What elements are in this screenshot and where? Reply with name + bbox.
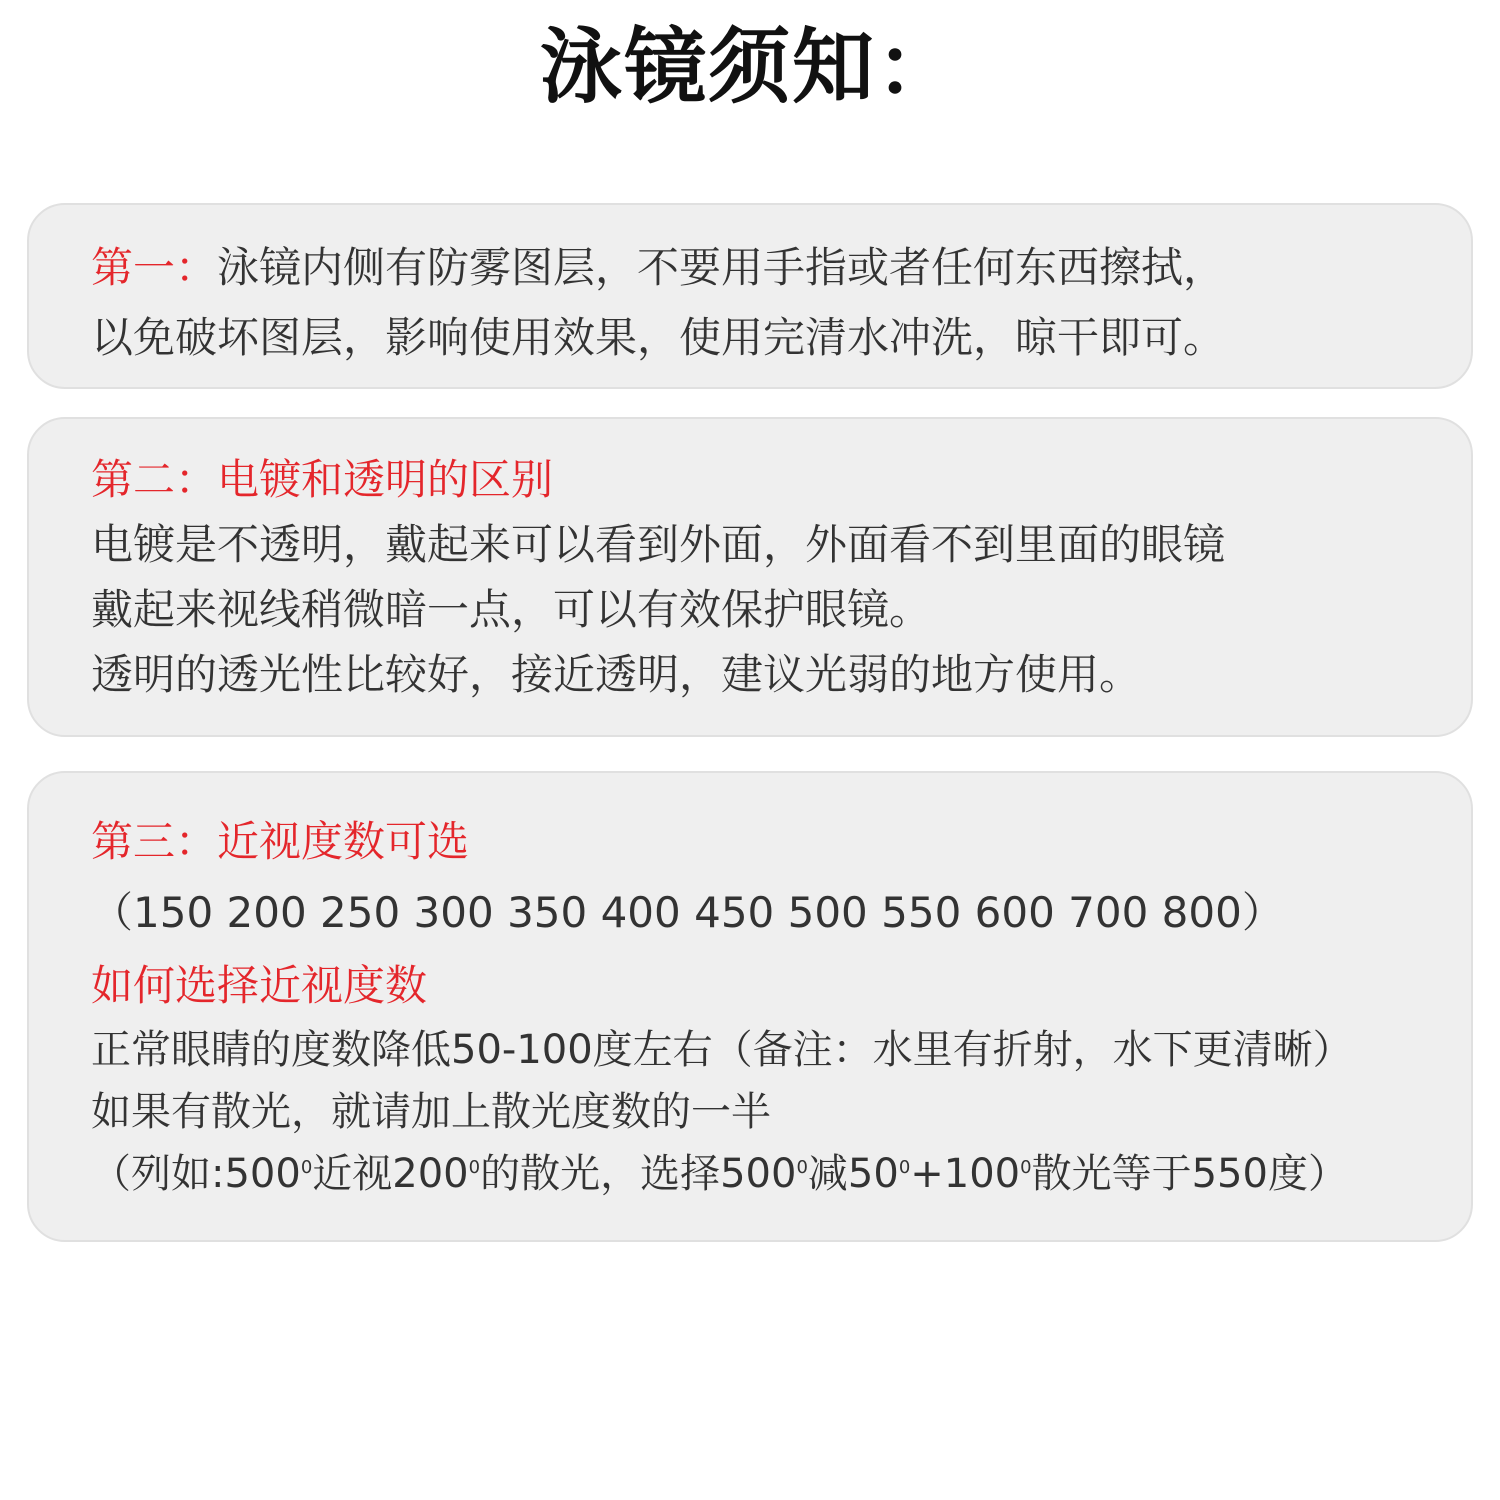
section2-line2: 戴起来视线稍微暗一点，可以有效保护眼镜。 [91,585,932,634]
example-part4: 减50 [807,1151,899,1197]
section2-line3: 透明的透光性比较好，接近透明，建议光弱的地方使用。 [91,650,1142,699]
section1-line2: 以免破坏图层，影响使用效果，使用完清水冲洗，晾干即可。 [91,313,1226,362]
example-part2: 近视200 [312,1151,469,1197]
degree-mark: 0 [468,1157,481,1178]
section3-example [91,1143,1451,1205]
page-title: 泳镜须知： [539,20,960,115]
notice-card-lens-types [27,417,1473,737]
example-part3: 的散光，选择500 [480,1151,797,1197]
degree-mark: 0 [796,1157,808,1178]
example-part5: +100 [910,1151,1021,1197]
section1-label: 第一： [91,243,218,292]
section2-line1: 电镀是不透明，戴起来可以看到外面，外面看不到里面的眼镜 [91,520,1226,569]
notice-card-antifog [27,203,1473,389]
section1-text1: 泳镜内侧有防雾图层，不要用手指或者任何东西擦拭， [217,243,1226,292]
section3-subheading: 如何选择近视度数 [91,961,428,1010]
myopia-degree-options: （150 200 250 300 350 400 450 500 550 600 700 800） [91,888,1284,937]
degree-mark: 0 [1020,1157,1032,1178]
degree-mark: 0 [300,1157,313,1178]
section3-heading: 第三：近视度数可选 [91,817,470,866]
section1-line1 [91,233,1451,303]
notice-card-myopia [27,771,1473,1242]
section3-line1: 正常眼睛的度数降低50-100度左右（备注：水里有折射，水下更清晰） [91,1027,1353,1073]
section3-line2: 如果有散光，就请加上散光度数的一半 [91,1089,771,1135]
example-part6: 散光等于550度） [1031,1151,1348,1197]
degree-mark: 0 [898,1157,911,1178]
section2-heading: 第二：电镀和透明的区别 [91,455,554,504]
example-part1: （列如:500 [91,1151,301,1197]
